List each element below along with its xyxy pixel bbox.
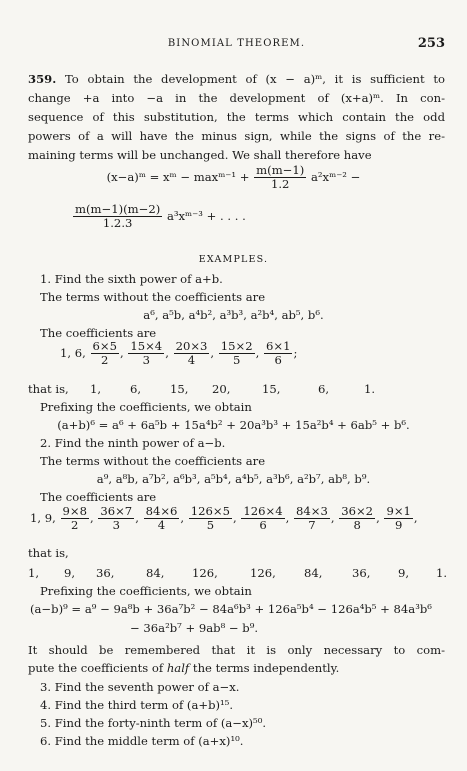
example-2-fraction-8: $\frac{9\times 1}{9}$	[386, 504, 411, 533]
example-2-coefficients: 1, 9, $\frac{9\times 8}{2}$ , $\frac{36\times 7}{3}$ , $\frac{84\times 6}{4}$ , $\frac{126\times 5}{5}$ , $\frac{126\times 4}{6}$ , $\frac{84\times 3}{7}$ , $\frac{36\times 2}{8}$ , $\frac{9\times 1}{9}$ ,	[30, 504, 418, 533]
example-1-value-1: 1,	[90, 382, 102, 396]
example-2-value-4: 84,	[146, 566, 165, 580]
example-2-fraction-5: $\frac{126\times 4}{6}$	[243, 504, 283, 533]
example-2-value-7: 84,	[304, 566, 323, 580]
example-2-result-1: (a−b)⁹ = a⁹ − 9a⁸b + 36a⁷b² − 84a⁶b³ + 126a⁵b⁴ − 126a⁴b⁵ + 84a³b⁶	[30, 602, 432, 616]
example-2-fraction-6: $\frac{84\times 3}{7}$	[296, 504, 328, 533]
example-1-value-2: 6,	[130, 382, 142, 396]
example-2-fraction-7: $\frac{36\times 2}{8}$	[341, 504, 374, 533]
examples-heading: EXAMPLES.	[198, 254, 269, 265]
art359-line-1: 359. To obtain the development of (x − a)ᵐ, it is sufficient to	[28, 72, 446, 86]
example-1-value-4: 20,	[212, 382, 231, 396]
formula-fraction-2: $\frac{m(m-1)(m-2)}{1.2.3}$	[75, 202, 161, 231]
example-2-fractions: $\frac{9\times 8}{2}$ , $\frac{36\times 7}{3}$ , $\frac{84\times 6}{4}$ , $\frac{126\times 5}{5}$ , $\frac{126\times 4}{6}$ , $\frac{84\times 3}{7}$ , $\frac{36\times 2}{8}$ , $\frac{9\times 1}{9}$	[62, 504, 411, 533]
example-1-value-6: 6,	[318, 382, 330, 396]
page-number: 253	[417, 36, 445, 51]
example-2-terms-intro: The terms without the coefficients are	[40, 454, 266, 468]
example-1-fraction-3: $\frac{20\times 3}{4}$	[175, 339, 208, 368]
remark-line-1: It should be remembered that it is only necessary to com-	[28, 643, 445, 657]
formula-line-1: (x−a)ᵐ = xᵐ − maxᵐ⁻¹ + $\frac{m(m-1)}{1.2}$ a²xᵐ⁻² −	[106, 163, 361, 192]
example-2-value-8: 36,	[352, 566, 371, 580]
example-1: 1. Find the sixth power of a+b.	[40, 272, 223, 286]
art359-line-4: powers of a will have the minus sign, while the signs of the re-	[28, 129, 445, 143]
example-1-coefficients: 1, 6, $\frac{6\times 5}{2}$ , $\frac{15\times 4}{3}$ , $\frac{20\times 3}{4}$ , $\frac{15\times 2}{5}$ , $\frac{6\times 1}{6}$ ;	[60, 339, 298, 368]
example-1-fractions: $\frac{6\times 5}{2}$ , $\frac{15\times 4}{3}$ , $\frac{20\times 3}{4}$ , $\frac{15\times 2}{5}$ , $\frac{6\times 1}{6}$	[92, 339, 291, 368]
example-1-result: (a+b)⁶ = a⁶ + 6a⁵b + 15a⁴b² + 20a³b³ + 15a²b⁴ + 6ab⁵ + b⁶.	[57, 418, 410, 432]
example-3: 3. Find the seventh power of a−x.	[40, 680, 240, 694]
example-1-fraction-4: $\frac{15\times 2}{5}$	[220, 339, 253, 368]
example-1-fraction-1: $\frac{6\times 5}{2}$	[92, 339, 117, 368]
example-1-prefix: Prefixing the coefficients, we obtain	[40, 400, 252, 414]
example-2-value-3: 36,	[96, 566, 115, 580]
example-5: 5. Find the forty-ninth term of (a−x)⁵⁰.	[40, 716, 267, 730]
remark-line-2: pute the coefficients of half the terms independently.	[28, 661, 340, 675]
running-head	[28, 38, 445, 54]
example-2-terms: a⁹, a⁸b, a⁷b², a⁶b³, a⁵b⁴, a⁴b⁵, a³b⁶, a²b⁷, ab⁸, b⁹.	[96, 472, 371, 486]
running-title: BINOMIAL THEOREM.	[167, 38, 306, 49]
example-1-value-7: 1.	[364, 382, 376, 396]
example-2-thatis: that is,	[28, 546, 69, 560]
example-4: 4. Find the third term of (a+b)¹⁵.	[40, 698, 234, 712]
article-number: 359.	[28, 72, 57, 86]
art359-line-3: sequence of this substitution, the terms which contain the odd	[28, 110, 445, 124]
example-2-fraction-2: $\frac{36\times 7}{3}$	[100, 504, 133, 533]
formula-fraction-1: $\frac{m(m-1)}{1.2}$	[256, 163, 305, 192]
example-1-terms: a⁶, a⁵b, a⁴b², a³b³, a²b⁴, ab⁵, b⁶.	[143, 308, 324, 322]
example-2-fraction-3: $\frac{84\times 6}{4}$	[145, 504, 178, 533]
art359-line-2: change +a into −a in the development of (x+a)ᵐ. In con-	[28, 91, 445, 105]
example-1-fraction-2: $\frac{15\times 4}{3}$	[130, 339, 163, 368]
book-page: BINOMIAL THEOREM. 253 359. To obtain the development of (x − a)ᵐ, it is sufficient to change +a into −a in the development of (x+a)ᵐ. In con- sequence of this substitution, the terms which contain the odd powers of a will have the minus sign, while the signs of the re- maining terms will be unchanged. We shall therefore have (x−a)ᵐ = xᵐ − maxᵐ⁻¹ + $\frac{m(m-1)}{1.2}$ a²xᵐ⁻² − $\frac{m(m-1)(m-2)}{1.2.3}$ a³xᵐ⁻³ + . . . . EXAMPLES. 1. Find the sixth power of a+b. The terms without the coefficients are a⁶, a⁵b, a⁴b², a³b³, a²b⁴, ab⁵, b⁶. The coefficients are 1, 6, $\frac{6\times 5}{2}$ , $\frac{15\times 4}{3}$ , $\frac{20\times 3}{4}$ , $\frac{15\times 2}{5}$ , $\frac{6\times 1}{6}$ ; that is, 1, 6, 15, 20, 15, 6, 1. Prefixing the coefficients, we obtain (a+b)⁶ = a⁶ + 6a⁵b + 15a⁴b² + 20a³b³ + 15a²b⁴ + 6ab⁵ + b⁶. 2. Find the ninth power of a−b. The terms without the coefficients are a⁹, a⁸b, a⁷b², a⁶b³, a⁵b⁴, a⁴b⁵, a³b⁶, a²b⁷, ab⁸, b⁹. The coefficients are 1, 9, $\frac{9\times 8}{2}$ , $\frac{36\times 7}{3}$ , $\frac{84\times 6}{4}$ , $\frac{126\times 5}{5}$ , $\frac{126\times 4}{6}$ , $\frac{84\times 3}{7}$ , $\frac{36\times 2}{8}$ , $\frac{9\times 1}{9}$ , that is, 1, 9, 36, 84, 126, 126, 84, 36, 9, 1. Prefixing the coefficients, we obtain (a−b)⁹ = a⁹ − 9a⁸b + 36a⁷b² − 84a⁶b³ + 126a⁵b⁴ − 126a⁴b⁵ + 84a³b⁶ − 36a²b⁷ + 9ab⁸ − b⁹. It should be remembered that it is only necessary to com- pute the coefficients of half the terms independently. 3. Find the seventh power of a−x. 4. Find the third term of (a+b)¹⁵. 5. Find the forty-ninth term of (a−x)⁵⁰. 6. Find the middle term of (a+x)¹⁰.	[0, 0, 467, 771]
example-2-value-10: 1.	[436, 566, 448, 580]
example-2-value-5: 126,	[192, 566, 218, 580]
example-2-coef-intro: The coefficients are	[40, 490, 157, 504]
emphasis-half: half	[166, 661, 190, 675]
example-2-prefix: Prefixing the coefficients, we obtain	[40, 584, 252, 598]
example-1-value-5: 15,	[262, 382, 281, 396]
art359-line-5: maining terms will be unchanged. We shall therefore have	[28, 148, 372, 162]
example-2: 2. Find the ninth power of a−b.	[40, 436, 226, 450]
example-2-fraction-4: $\frac{126\times 5}{5}$	[190, 504, 231, 533]
example-1-value-3: 15,	[170, 382, 189, 396]
example-1-fraction-5: $\frac{6\times 1}{6}$	[266, 339, 291, 368]
example-1-terms-intro: The terms without the coefficients are	[40, 290, 266, 304]
example-6: 6. Find the middle term of (a+x)¹⁰.	[40, 734, 244, 748]
example-2-value-9: 9,	[398, 566, 410, 580]
example-2-value-6: 126,	[250, 566, 276, 580]
example-2-value-2: 9,	[64, 566, 76, 580]
example-2-fraction-1: $\frac{9\times 8}{2}$	[62, 504, 87, 533]
example-2-value-1: 1,	[28, 566, 40, 580]
example-2-result-2: − 36a²b⁷ + 9ab⁸ − b⁹.	[130, 621, 259, 635]
example-1-coef-intro: The coefficients are	[40, 326, 157, 340]
formula-line-2: $\frac{m(m-1)(m-2)}{1.2.3}$ a³xᵐ⁻³ + . . . .	[75, 202, 246, 231]
